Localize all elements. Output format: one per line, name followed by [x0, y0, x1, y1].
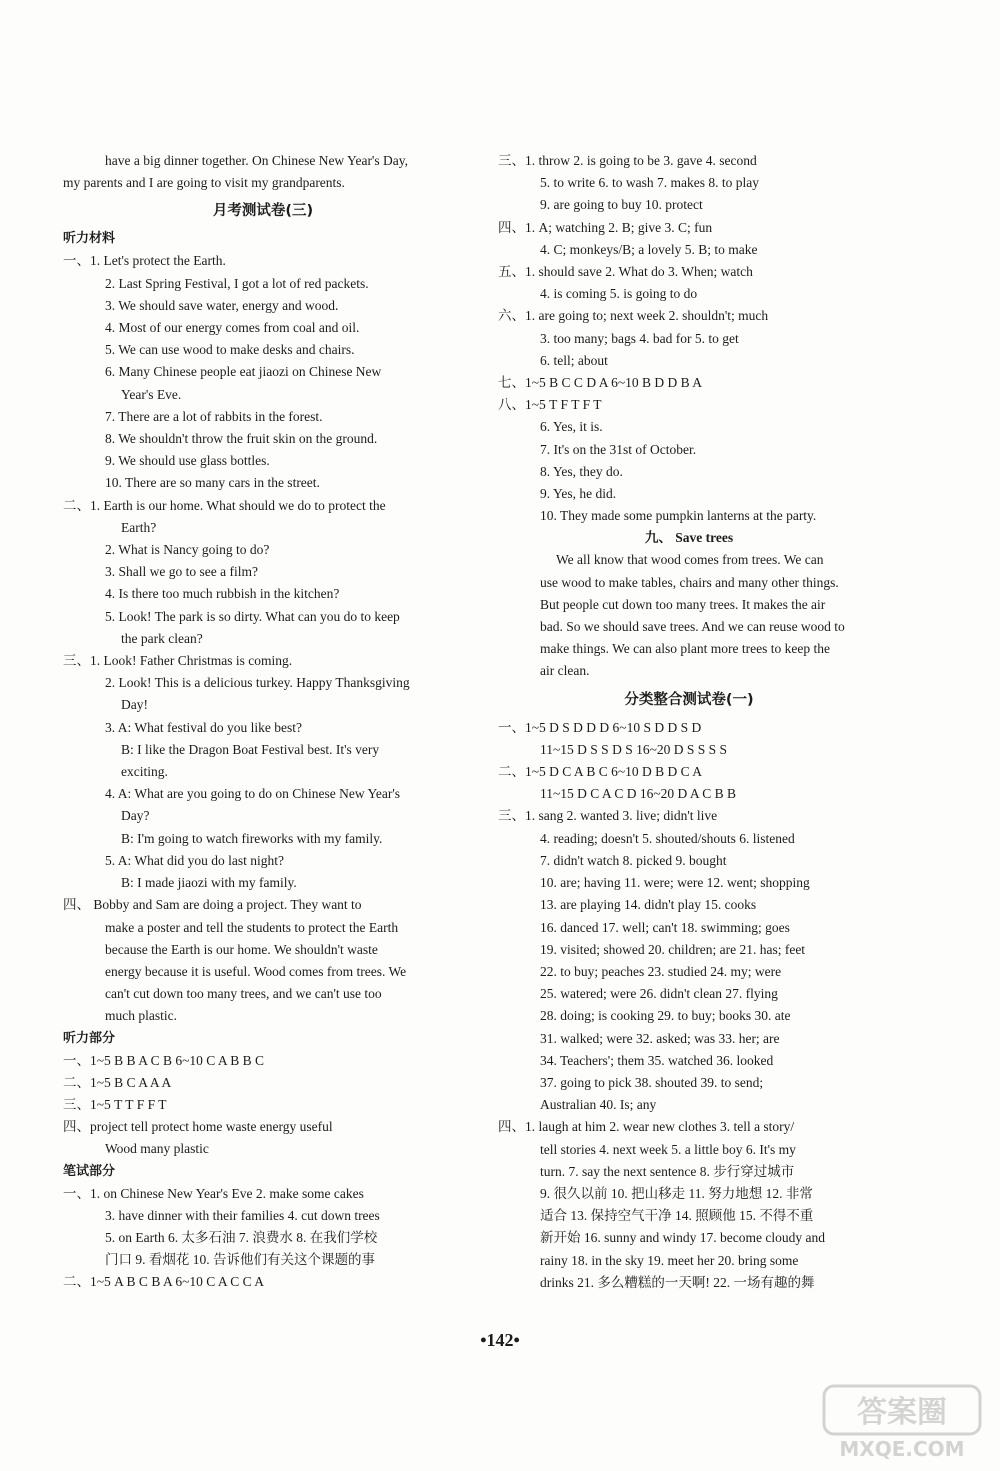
left-line: 3. Shall we go to see a film?	[105, 564, 258, 580]
right-line: 16. danced 17. well; can't 18. swimming; goes	[540, 919, 790, 935]
right-line: 11~15 D S S D S 16~20 D S S S S	[540, 741, 728, 757]
right-line: 6. Yes, it is.	[540, 419, 603, 435]
right-line: make things. We can also plant more trees to keep the	[540, 641, 830, 657]
left-line: 门口 9. 看烟花 10. 告诉他们有关这个课题的事	[105, 1252, 375, 1268]
right-line: 三、1. throw 2. is going to be 3. gave 4. second	[498, 153, 757, 168]
right-line: 八、1~5 T F T F T	[498, 397, 602, 413]
right-line: 9. are going to buy 10. protect	[540, 197, 703, 213]
left-line: exciting.	[121, 764, 168, 780]
left-line: my parents and I are going to visit my grandparents.	[63, 175, 345, 191]
right-line: 6. tell; about	[540, 352, 608, 368]
left-line: B: I'm going to watch fireworks with my family.	[121, 830, 383, 846]
left-line: have a big dinner together. On Chinese New Year's Day,	[105, 153, 408, 168]
right-line: 三、1. sang 2. wanted 3. live; didn't live	[498, 808, 718, 824]
left-line: Day?	[121, 808, 150, 824]
left-line: 2. What is Nancy going to do?	[105, 542, 270, 558]
left-line: 二、1. Earth is our home. What should we do to protect the	[63, 497, 386, 513]
left-line: B: I made jiaozi with my family.	[121, 875, 297, 891]
right-line: 31. walked; were 32. asked; was 33. her; are	[540, 1030, 780, 1046]
right-line: bad. So we should save trees. And we can reuse wood to	[540, 619, 845, 635]
left-line: 四、project tell protect home waste energy useful	[63, 1119, 333, 1135]
left-line: Year's Eve.	[121, 386, 182, 402]
left-line: Wood many plastic	[105, 1141, 209, 1157]
right-line: 13. are playing 14. didn't play 15. cooks	[540, 897, 757, 913]
left-line: 7. There are a lot of rabbits in the forest.	[105, 408, 323, 424]
left-line: 四、 Bobby and Sam are doing a project. They want to	[63, 897, 362, 913]
left-line: 月考测试卷(三)	[212, 203, 314, 220]
left-line: 笔试部分	[63, 1163, 116, 1179]
left-line: 三、1. Look! Father Christmas is coming.	[63, 653, 293, 669]
left-line: Day!	[121, 697, 148, 713]
right-line: 8. Yes, they do.	[540, 463, 623, 479]
left-line: 9. We should use glass bottles.	[105, 453, 270, 469]
left-line: 2. Last Spring Festival, I got a lot of red packets.	[105, 275, 369, 291]
right-line: 11~15 D C A C D 16~20 D A C B B	[540, 786, 737, 802]
watermark-url: MXQE.COM	[839, 1437, 965, 1461]
right-line: air clean.	[540, 663, 590, 679]
right-line: 六、1. are going to; next week 2. shouldn't; much	[498, 308, 769, 324]
right-line: 九、 Save trees	[644, 530, 734, 546]
page-number: •142•	[480, 1330, 520, 1350]
left-line: 4. Is there too much rubbish in the kitchen?	[105, 586, 340, 602]
right-line: 四、1. laugh at him 2. wear new clothes 3. tell a story/	[498, 1119, 795, 1135]
right-line: 4. reading; doesn't 5. shouted/shouts 6. listened	[540, 830, 795, 846]
left-line: can't cut down too many trees, and we can't use too	[105, 986, 382, 1002]
left-line: 三、1~5 T T F F T	[63, 1096, 167, 1112]
left-line: 一、1. on Chinese New Year's Eve 2. make some cakes	[63, 1185, 364, 1201]
left-line: 5. A: What did you do last night?	[105, 852, 284, 868]
left-line: B: I like the Dragon Boat Festival best. It's very	[121, 741, 380, 757]
right-line: tell stories 4. next week 5. a little boy 6. It's my	[540, 1141, 796, 1157]
right-line: 3. too many; bags 4. bad for 5. to get	[540, 330, 739, 346]
right-line: 7. It's on the 31st of October.	[540, 441, 697, 457]
right-line: 5. to write 6. to wash 7. makes 8. to play	[540, 175, 759, 191]
right-line: But people cut down too many trees. It makes the air	[540, 596, 826, 612]
left-line: 5. on Earth 6. 太多石油 7. 浪费水 8. 在我们学校	[105, 1229, 378, 1245]
right-line: 9. 很久以前 10. 把山移走 11. 努力地想 12. 非常	[540, 1185, 813, 1201]
left-line: because the Earth is our home. We shouldn't waste	[105, 941, 378, 957]
left-column	[63, 150, 463, 1294]
left-line: much plastic.	[105, 1008, 177, 1024]
left-line: 一、1~5 B B A C B 6~10 C A B B C	[63, 1052, 265, 1068]
right-line: 28. doing; is cooking 29. to buy; books 30. ate	[540, 1008, 791, 1024]
left-line: 3. We should save water, energy and wood.	[105, 297, 339, 313]
left-line: 听力材料	[63, 231, 116, 247]
left-line: 10. There are so many cars in the street.	[105, 475, 320, 491]
right-line: drinks 21. 多么糟糕的一天啊! 22. 一场有趣的舞	[540, 1274, 815, 1290]
right-line: 4. is coming 5. is going to do	[540, 286, 698, 302]
right-line: 分类整合测试卷(一)	[624, 691, 754, 708]
right-line: turn. 7. say the next sentence 8. 步行穿过城市	[540, 1163, 795, 1179]
right-column	[498, 150, 880, 1294]
right-line: 22. to buy; peaches 23. studied 24. my; were	[540, 963, 782, 979]
right-line: 25. watered; were 26. didn't clean 27. flying	[540, 986, 778, 1002]
right-line: 34. Teachers'; them 35. watched 36. looked	[540, 1052, 774, 1068]
left-line: 6. Many Chinese people eat jiaozi on Chinese New	[105, 364, 382, 380]
left-line: the park clean?	[121, 630, 203, 646]
right-line: 4. C; monkeys/B; a lovely 5. B; to make	[540, 241, 758, 257]
left-line: 二、1~5 B C A A A	[63, 1074, 172, 1090]
right-line: 适合 13. 保持空气干净 14. 照顾他 15. 不得不重	[540, 1208, 814, 1224]
left-line: 4. Most of our energy comes from coal and oil.	[105, 320, 360, 336]
left-line: 听力部分	[63, 1030, 116, 1046]
left-line: make a poster and tell the students to protect the Earth	[105, 919, 399, 935]
right-line: 7. didn't watch 8. picked 9. bought	[540, 852, 727, 868]
right-line: Australian 40. Is; any	[540, 1097, 657, 1113]
left-line: Earth?	[121, 519, 157, 535]
left-line: 3. A: What festival do you like best?	[105, 719, 302, 735]
left-line: 3. have dinner with their families 4. cut down trees	[105, 1207, 380, 1223]
left-line: 4. A: What are you going to do on Chinese New Year's	[105, 786, 401, 802]
watermark-text: 答案圈	[857, 1395, 947, 1430]
right-line: 七、1~5 B C C D A 6~10 B D D B A	[498, 375, 703, 391]
watermark-logo	[822, 1382, 982, 1462]
left-line: 5. We can use wood to make desks and chairs.	[105, 342, 355, 358]
left-line: 5. Look! The park is so dirty. What can you do to keep	[105, 608, 400, 624]
right-line: 一、1~5 D S D D D 6~10 S D D S D	[498, 719, 702, 735]
left-line: 8. We shouldn't throw the fruit skin on the ground.	[105, 431, 378, 447]
left-line: 一、1. Let's protect the Earth.	[63, 253, 226, 269]
right-line: rainy 18. in the sky 19. meet her 20. bring some	[540, 1252, 799, 1268]
right-line: 10. are; having 11. were; were 12. went; shopping	[540, 875, 810, 891]
left-line: 2. Look! This is a delicious turkey. Happy Thanksgiving	[105, 675, 410, 691]
right-line: 五、1. should save 2. What do 3. When; watch	[498, 264, 753, 280]
right-line: 10. They made some pumpkin lanterns at the party.	[540, 508, 817, 524]
right-line: 9. Yes, he did.	[540, 486, 617, 502]
left-line: 二、1~5 A B C B A 6~10 C A C C A	[63, 1274, 265, 1290]
right-line: 四、1. A; watching 2. B; give 3. C; fun	[498, 219, 713, 235]
right-line: 新开始 16. sunny and windy 17. become cloudy and	[540, 1230, 825, 1246]
right-line: 19. visited; showed 20. children; are 21. has; feet	[540, 941, 806, 957]
right-line: use wood to make tables, chairs and many other things.	[540, 574, 839, 590]
right-line: 37. going to pick 38. shouted 39. to send;	[540, 1074, 764, 1090]
right-line: We all know that wood comes from trees. We can	[556, 552, 824, 568]
left-line: energy because it is useful. Wood comes from trees. We	[105, 963, 407, 979]
right-line: 二、1~5 D C A B C 6~10 D B D C A	[498, 764, 703, 780]
